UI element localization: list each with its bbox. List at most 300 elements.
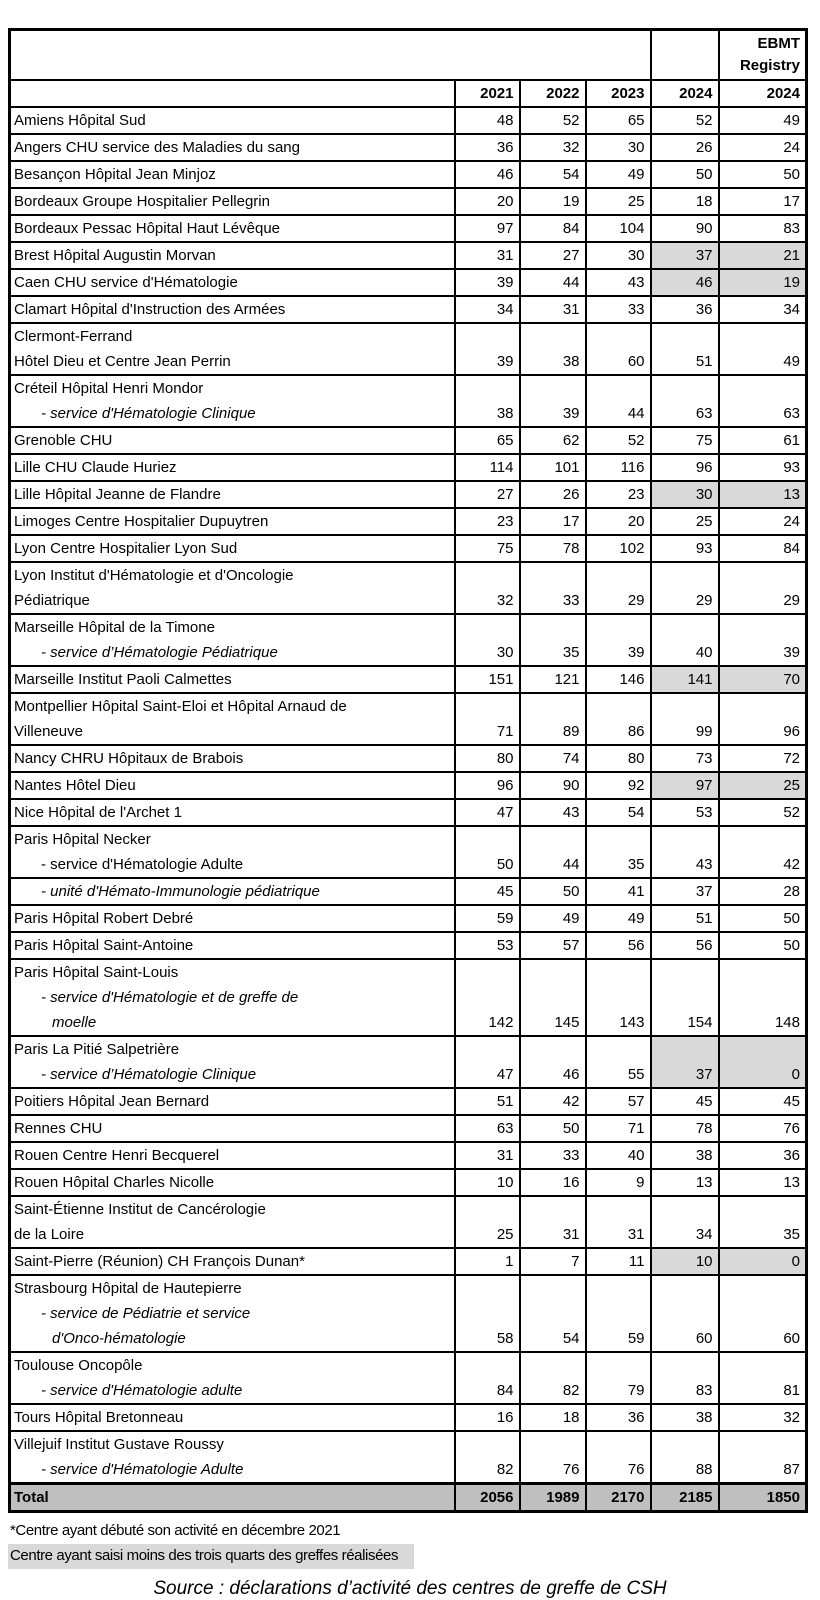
- center-name-line: Strasbourg Hôpital de Hautepierre: [14, 1280, 242, 1297]
- center-name-line: Clamart Hôpital d'Instruction des Armées: [14, 301, 286, 318]
- value-cell-2024: 46: [651, 269, 719, 296]
- value-cell-2024-ebmt: 19: [719, 269, 807, 296]
- center-name-cell: [10, 905, 455, 932]
- value-cell-2024-ebmt: 84: [719, 535, 807, 562]
- value-cell-2023: 54: [586, 799, 651, 826]
- value-cell-2024-ebmt: 32: [719, 1404, 807, 1431]
- value-cell-2022: 145: [520, 959, 586, 1036]
- center-name-line: Lille CHU Claude Huriez: [14, 459, 177, 476]
- center-name-line: Saint-Pierre (Réunion) CH François Dunan*: [14, 1253, 305, 1270]
- value-cell-2021: 96: [455, 772, 520, 799]
- value-cell-2023: 29: [586, 562, 651, 614]
- value-cell-2022: 90: [520, 772, 586, 799]
- center-name-cell: [10, 959, 455, 1036]
- table-row: [10, 323, 807, 375]
- value-cell-2024-ebmt: 13: [719, 1169, 807, 1196]
- value-cell-2021: 27: [455, 481, 520, 508]
- value-cell-2023: 44: [586, 375, 651, 427]
- source-caption: Source : déclarations d’activité des centres de greffe de CSH: [153, 1578, 667, 1599]
- value-cell-2022: 1989: [520, 1484, 586, 1512]
- value-cell-2021: 51: [455, 1088, 520, 1115]
- value-cell-2024: 78: [651, 1115, 719, 1142]
- table-row: [10, 1196, 807, 1248]
- value-cell-2021: 151: [455, 666, 520, 693]
- value-cell-2024: 10: [651, 1248, 719, 1275]
- total-row: [10, 1484, 807, 1512]
- center-name-cell: [10, 1248, 455, 1275]
- value-cell-2024-ebmt: 45: [719, 1088, 807, 1115]
- table-row: [10, 772, 807, 799]
- table-row: [10, 296, 807, 323]
- center-name-line: Nantes Hôtel Dieu: [14, 777, 136, 794]
- value-cell-2023: 30: [586, 242, 651, 269]
- year-header-ebmt-2024: 2024: [719, 80, 807, 107]
- table-row: [10, 242, 807, 269]
- table-row: [10, 745, 807, 772]
- value-cell-2023: 36: [586, 1404, 651, 1431]
- table-row: [10, 454, 807, 481]
- value-cell-2024: 45: [651, 1088, 719, 1115]
- value-cell-2022: 32: [520, 134, 586, 161]
- value-cell-2022: 52: [520, 107, 586, 134]
- header-row-top: [10, 30, 807, 81]
- center-name-line: Paris Hôpital Saint-Antoine: [14, 937, 194, 954]
- value-cell-2021: 47: [455, 799, 520, 826]
- value-cell-2024: 88: [651, 1431, 719, 1484]
- value-cell-2023: 116: [586, 454, 651, 481]
- center-name-cell: [10, 1431, 455, 1484]
- value-cell-2022: 19: [520, 188, 586, 215]
- value-cell-2021: 82: [455, 1431, 520, 1484]
- table-row: [10, 799, 807, 826]
- value-cell-2024-ebmt: 52: [719, 799, 807, 826]
- center-name-cell: [10, 454, 455, 481]
- table-row: [10, 134, 807, 161]
- center-name-cell: [10, 745, 455, 772]
- value-cell-2024-ebmt: 76: [719, 1115, 807, 1142]
- center-name-line: Caen CHU service d'Hématologie: [14, 274, 238, 291]
- value-cell-2022: 121: [520, 666, 586, 693]
- table-row: [10, 375, 807, 427]
- value-cell-2021: 48: [455, 107, 520, 134]
- value-cell-2023: 56: [586, 932, 651, 959]
- table-row: [10, 215, 807, 242]
- table-row: [10, 107, 807, 134]
- value-cell-2024-ebmt: 87: [719, 1431, 807, 1484]
- table-row: [10, 562, 807, 614]
- year-header-2023: 2023: [586, 80, 651, 107]
- value-cell-2024: 37: [651, 1036, 719, 1088]
- value-cell-2024: 51: [651, 323, 719, 375]
- value-cell-2024: 96: [651, 454, 719, 481]
- value-cell-2024: 37: [651, 242, 719, 269]
- header-ebmt-registry-cell: [719, 30, 807, 81]
- center-name-cell: [10, 161, 455, 188]
- value-cell-2024: 2185: [651, 1484, 719, 1512]
- value-cell-2023: 57: [586, 1088, 651, 1115]
- center-name-line: - service d'Hématologie Adulte: [41, 856, 244, 873]
- value-cell-2024: 99: [651, 693, 719, 745]
- value-cell-2022: 26: [520, 481, 586, 508]
- table-row: [10, 1275, 807, 1352]
- header-row-years: [10, 80, 807, 107]
- center-name-line: Angers CHU service des Maladies du sang: [14, 139, 300, 156]
- center-name-line: Nice Hôpital de l'Archet 1: [14, 804, 182, 821]
- table-row: [10, 161, 807, 188]
- total-label-cell: [10, 1484, 455, 1512]
- value-cell-2021: 25: [455, 1196, 520, 1248]
- value-cell-2021: 59: [455, 905, 520, 932]
- value-cell-2023: 71: [586, 1115, 651, 1142]
- center-name-line: - service d'Hématologie adulte: [41, 1382, 243, 1399]
- value-cell-2023: 35: [586, 826, 651, 878]
- value-cell-2024-ebmt: 60: [719, 1275, 807, 1352]
- value-cell-2024: 30: [651, 481, 719, 508]
- center-name-line: Lille Hôpital Jeanne de Flandre: [14, 486, 221, 503]
- value-cell-2023: 79: [586, 1352, 651, 1404]
- value-cell-2022: 62: [520, 427, 586, 454]
- value-cell-2024: 50: [651, 161, 719, 188]
- center-name-line: Rennes CHU: [14, 1120, 103, 1137]
- value-cell-2023: 23: [586, 481, 651, 508]
- value-cell-2023: 30: [586, 134, 651, 161]
- value-cell-2022: 54: [520, 1275, 586, 1352]
- value-cell-2022: 38: [520, 323, 586, 375]
- value-cell-2023: 143: [586, 959, 651, 1036]
- value-cell-2024-ebmt: 13: [719, 481, 807, 508]
- value-cell-2023: 65: [586, 107, 651, 134]
- value-cell-2022: 44: [520, 269, 586, 296]
- center-name-cell: [10, 242, 455, 269]
- value-cell-2022: 89: [520, 693, 586, 745]
- value-cell-2023: 2170: [586, 1484, 651, 1512]
- value-cell-2023: 33: [586, 296, 651, 323]
- value-cell-2024-ebmt: 72: [719, 745, 807, 772]
- activity-table-container: [8, 28, 820, 1600]
- table-row: [10, 427, 807, 454]
- value-cell-2024-ebmt: 42: [719, 826, 807, 878]
- value-cell-2022: 76: [520, 1431, 586, 1484]
- value-cell-2022: 101: [520, 454, 586, 481]
- center-name-cell: [10, 666, 455, 693]
- value-cell-2022: 50: [520, 1115, 586, 1142]
- value-cell-2024-ebmt: 49: [719, 323, 807, 375]
- center-name-line: Marseille Institut Paoli Calmettes: [14, 671, 232, 688]
- table-row: [10, 269, 807, 296]
- value-cell-2021: 97: [455, 215, 520, 242]
- value-cell-2024: 53: [651, 799, 719, 826]
- value-cell-2021: 32: [455, 562, 520, 614]
- value-cell-2023: 49: [586, 161, 651, 188]
- value-cell-2024-ebmt: 25: [719, 772, 807, 799]
- value-cell-2024-ebmt: 50: [719, 932, 807, 959]
- center-name-cell: [10, 614, 455, 666]
- center-name-line: Paris La Pitié Salpetrière: [14, 1041, 180, 1058]
- table-row: [10, 826, 807, 878]
- center-name-line: Poitiers Hôpital Jean Bernard: [14, 1093, 210, 1110]
- value-cell-2022: 78: [520, 535, 586, 562]
- value-cell-2024: 36: [651, 296, 719, 323]
- center-name-cell: [10, 1196, 455, 1248]
- center-name-line: - service d'Hématologie et de greffe de: [41, 989, 299, 1006]
- center-name-line: Paris Hôpital Saint-Louis: [14, 964, 179, 981]
- table-row: [10, 693, 807, 745]
- center-name-line: moelle: [52, 1014, 97, 1031]
- value-cell-2021: 63: [455, 1115, 520, 1142]
- center-name-cell: [10, 1036, 455, 1088]
- value-cell-2024-ebmt: 93: [719, 454, 807, 481]
- center-name-cell: [10, 1115, 455, 1142]
- center-name-line: Grenoble CHU: [14, 432, 113, 449]
- value-cell-2024: 34: [651, 1196, 719, 1248]
- center-name-line: Créteil Hôpital Henri Mondor: [14, 380, 204, 397]
- footnote-asterisk: *Centre ayant débuté son activité en décembre 2021: [10, 1522, 341, 1539]
- value-cell-2023: 104: [586, 215, 651, 242]
- center-name-cell: [10, 535, 455, 562]
- center-name-cell: [10, 1142, 455, 1169]
- value-cell-2023: 59: [586, 1275, 651, 1352]
- center-name-line: Rouen Hôpital Charles Nicolle: [14, 1174, 215, 1191]
- value-cell-2021: 65: [455, 427, 520, 454]
- header-name-column-cell: [10, 80, 455, 107]
- value-cell-2022: 35: [520, 614, 586, 666]
- value-cell-2021: 53: [455, 932, 520, 959]
- value-cell-2021: 71: [455, 693, 520, 745]
- table-row: [10, 535, 807, 562]
- table-row: [10, 905, 807, 932]
- center-name-line: - service d'Hématologie Clinique: [41, 405, 256, 422]
- center-name-line: de la Loire: [14, 1226, 85, 1243]
- center-name-line: Limoges Centre Hospitalier Dupuytren: [14, 513, 269, 530]
- value-cell-2024: 60: [651, 1275, 719, 1352]
- center-name-line: Nancy CHRU Hôpitaux de Brabois: [14, 750, 244, 767]
- value-cell-2024: 90: [651, 215, 719, 242]
- value-cell-2021: 47: [455, 1036, 520, 1088]
- value-cell-2024-ebmt: 28: [719, 878, 807, 905]
- table-row: [10, 188, 807, 215]
- value-cell-2024: 43: [651, 826, 719, 878]
- center-name-cell: [10, 375, 455, 427]
- value-cell-2023: 41: [586, 878, 651, 905]
- value-cell-2024: 93: [651, 535, 719, 562]
- center-name-cell: [10, 772, 455, 799]
- table-row: [10, 481, 807, 508]
- value-cell-2024: 40: [651, 614, 719, 666]
- center-name-line: Saint-Étienne Institut de Cancérologie: [14, 1201, 266, 1218]
- header-empty-2024-cell: [651, 30, 719, 81]
- table-row: [10, 878, 807, 905]
- value-cell-2024-ebmt: 35: [719, 1196, 807, 1248]
- center-name-cell: [10, 215, 455, 242]
- table-row: [10, 1352, 807, 1404]
- value-cell-2021: 75: [455, 535, 520, 562]
- value-cell-2024-ebmt: 0: [719, 1248, 807, 1275]
- transplant-activity-table: [8, 28, 808, 1513]
- center-name-line: Brest Hôpital Augustin Morvan: [14, 247, 216, 264]
- center-name-line: - unité d'Hémato-Immunologie pédiatrique: [41, 883, 320, 900]
- center-name-line: Villeneuve: [14, 723, 83, 740]
- value-cell-2024: 97: [651, 772, 719, 799]
- center-name-cell: [10, 878, 455, 905]
- value-cell-2024: 37: [651, 878, 719, 905]
- value-cell-2024-ebmt: 1850: [719, 1484, 807, 1512]
- table-row: [10, 1036, 807, 1088]
- table-row: [10, 1404, 807, 1431]
- value-cell-2024-ebmt: 81: [719, 1352, 807, 1404]
- value-cell-2024-ebmt: 63: [719, 375, 807, 427]
- center-name-line: Montpellier Hôpital Saint-Eloi et Hôpital Arnaud de: [14, 698, 347, 715]
- value-cell-2022: 27: [520, 242, 586, 269]
- value-cell-2023: 39: [586, 614, 651, 666]
- center-name-cell: [10, 932, 455, 959]
- header-empty-cell: [10, 30, 651, 81]
- value-cell-2024-ebmt: 148: [719, 959, 807, 1036]
- value-cell-2023: 25: [586, 188, 651, 215]
- center-name-cell: [10, 481, 455, 508]
- value-cell-2023: 80: [586, 745, 651, 772]
- value-cell-2024: 83: [651, 1352, 719, 1404]
- center-name-cell: [10, 296, 455, 323]
- value-cell-2022: 7: [520, 1248, 586, 1275]
- value-cell-2021: 80: [455, 745, 520, 772]
- center-name-cell: [10, 188, 455, 215]
- center-name-line: Clermont-Ferrand: [14, 328, 133, 345]
- center-name-line: Bordeaux Pessac Hôpital Haut Lévêque: [14, 220, 281, 237]
- center-name-line: Hôtel Dieu et Centre Jean Perrin: [14, 353, 231, 370]
- value-cell-2023: 43: [586, 269, 651, 296]
- value-cell-2021: 39: [455, 323, 520, 375]
- value-cell-2024: 141: [651, 666, 719, 693]
- table-row: [10, 959, 807, 1036]
- center-name-line: Rouen Centre Henri Becquerel: [14, 1147, 220, 1164]
- value-cell-2022: 84: [520, 215, 586, 242]
- center-name-cell: [10, 1088, 455, 1115]
- value-cell-2024-ebmt: 17: [719, 188, 807, 215]
- center-name-line: Total: [14, 1489, 49, 1506]
- center-name-line: Bordeaux Groupe Hospitalier Pellegrin: [14, 193, 270, 210]
- value-cell-2024: 56: [651, 932, 719, 959]
- center-name-line: - service d’Hématologie Clinique: [41, 1066, 257, 1083]
- value-cell-2022: 46: [520, 1036, 586, 1088]
- center-name-cell: [10, 427, 455, 454]
- ebmt-label-line2: Registry: [739, 57, 800, 74]
- value-cell-2024-ebmt: 96: [719, 693, 807, 745]
- value-cell-2023: 40: [586, 1142, 651, 1169]
- table-row: [10, 614, 807, 666]
- center-name-line: Lyon Institut d'Hématologie et d'Oncologie: [14, 567, 294, 584]
- center-name-cell: [10, 799, 455, 826]
- value-cell-2021: 84: [455, 1352, 520, 1404]
- center-name-line: - service de Pédiatrie et service: [41, 1305, 251, 1322]
- value-cell-2024-ebmt: 0: [719, 1036, 807, 1088]
- center-name-line: d'Onco-hématologie: [52, 1330, 186, 1347]
- value-cell-2022: 16: [520, 1169, 586, 1196]
- center-name-line: Toulouse Oncopôle: [14, 1357, 143, 1374]
- value-cell-2024: 26: [651, 134, 719, 161]
- value-cell-2022: 43: [520, 799, 586, 826]
- center-name-cell: [10, 1275, 455, 1352]
- value-cell-2024: 52: [651, 107, 719, 134]
- value-cell-2024: 75: [651, 427, 719, 454]
- center-name-cell: [10, 1404, 455, 1431]
- value-cell-2024-ebmt: 61: [719, 427, 807, 454]
- center-name-line: Villejuif Institut Gustave Roussy: [14, 1436, 224, 1453]
- value-cell-2022: 33: [520, 562, 586, 614]
- table-row: [10, 1115, 807, 1142]
- value-cell-2021: 50: [455, 826, 520, 878]
- value-cell-2024: 154: [651, 959, 719, 1036]
- center-name-line: Paris Hôpital Robert Debré: [14, 910, 194, 927]
- center-name-cell: [10, 323, 455, 375]
- value-cell-2021: 38: [455, 375, 520, 427]
- center-name-line: Marseille Hôpital de la Timone: [14, 619, 215, 636]
- table-row: [10, 666, 807, 693]
- year-header-2024: 2024: [651, 80, 719, 107]
- value-cell-2024-ebmt: 29: [719, 562, 807, 614]
- value-cell-2021: 16: [455, 1404, 520, 1431]
- value-cell-2022: 44: [520, 826, 586, 878]
- value-cell-2021: 142: [455, 959, 520, 1036]
- table-row: [10, 1169, 807, 1196]
- value-cell-2021: 31: [455, 242, 520, 269]
- table-row: [10, 932, 807, 959]
- value-cell-2022: 54: [520, 161, 586, 188]
- value-cell-2022: 42: [520, 1088, 586, 1115]
- value-cell-2021: 45: [455, 878, 520, 905]
- value-cell-2024: 38: [651, 1404, 719, 1431]
- value-cell-2021: 30: [455, 614, 520, 666]
- value-cell-2023: 20: [586, 508, 651, 535]
- center-name-cell: [10, 508, 455, 535]
- center-name-cell: [10, 1352, 455, 1404]
- value-cell-2023: 55: [586, 1036, 651, 1088]
- value-cell-2023: 52: [586, 427, 651, 454]
- value-cell-2024-ebmt: 34: [719, 296, 807, 323]
- ebmt-label-line1: EBMT: [757, 35, 800, 52]
- value-cell-2023: 31: [586, 1196, 651, 1248]
- table-row: [10, 1431, 807, 1484]
- center-name-line: Tours Hôpital Bretonneau: [14, 1409, 184, 1426]
- value-cell-2023: 9: [586, 1169, 651, 1196]
- value-cell-2022: 18: [520, 1404, 586, 1431]
- value-cell-2024: 13: [651, 1169, 719, 1196]
- value-cell-2021: 31: [455, 1142, 520, 1169]
- value-cell-2021: 58: [455, 1275, 520, 1352]
- value-cell-2022: 82: [520, 1352, 586, 1404]
- table-row: [10, 508, 807, 535]
- value-cell-2024-ebmt: 21: [719, 242, 807, 269]
- value-cell-2024: 18: [651, 188, 719, 215]
- value-cell-2021: 36: [455, 134, 520, 161]
- value-cell-2024: 63: [651, 375, 719, 427]
- center-name-line: - service d’Hématologie Pédiatrique: [41, 644, 278, 661]
- value-cell-2021: 1: [455, 1248, 520, 1275]
- value-cell-2023: 49: [586, 905, 651, 932]
- center-name-line: - service d'Hématologie Adulte: [41, 1461, 244, 1478]
- value-cell-2022: 17: [520, 508, 586, 535]
- center-name-line: Besançon Hôpital Jean Minjoz: [14, 166, 216, 183]
- center-name-cell: [10, 134, 455, 161]
- value-cell-2024-ebmt: 36: [719, 1142, 807, 1169]
- center-name-cell: [10, 269, 455, 296]
- center-name-cell: [10, 107, 455, 134]
- value-cell-2023: 92: [586, 772, 651, 799]
- table-row: [10, 1088, 807, 1115]
- value-cell-2024: 38: [651, 1142, 719, 1169]
- value-cell-2021: 114: [455, 454, 520, 481]
- value-cell-2024: 73: [651, 745, 719, 772]
- value-cell-2024-ebmt: 50: [719, 905, 807, 932]
